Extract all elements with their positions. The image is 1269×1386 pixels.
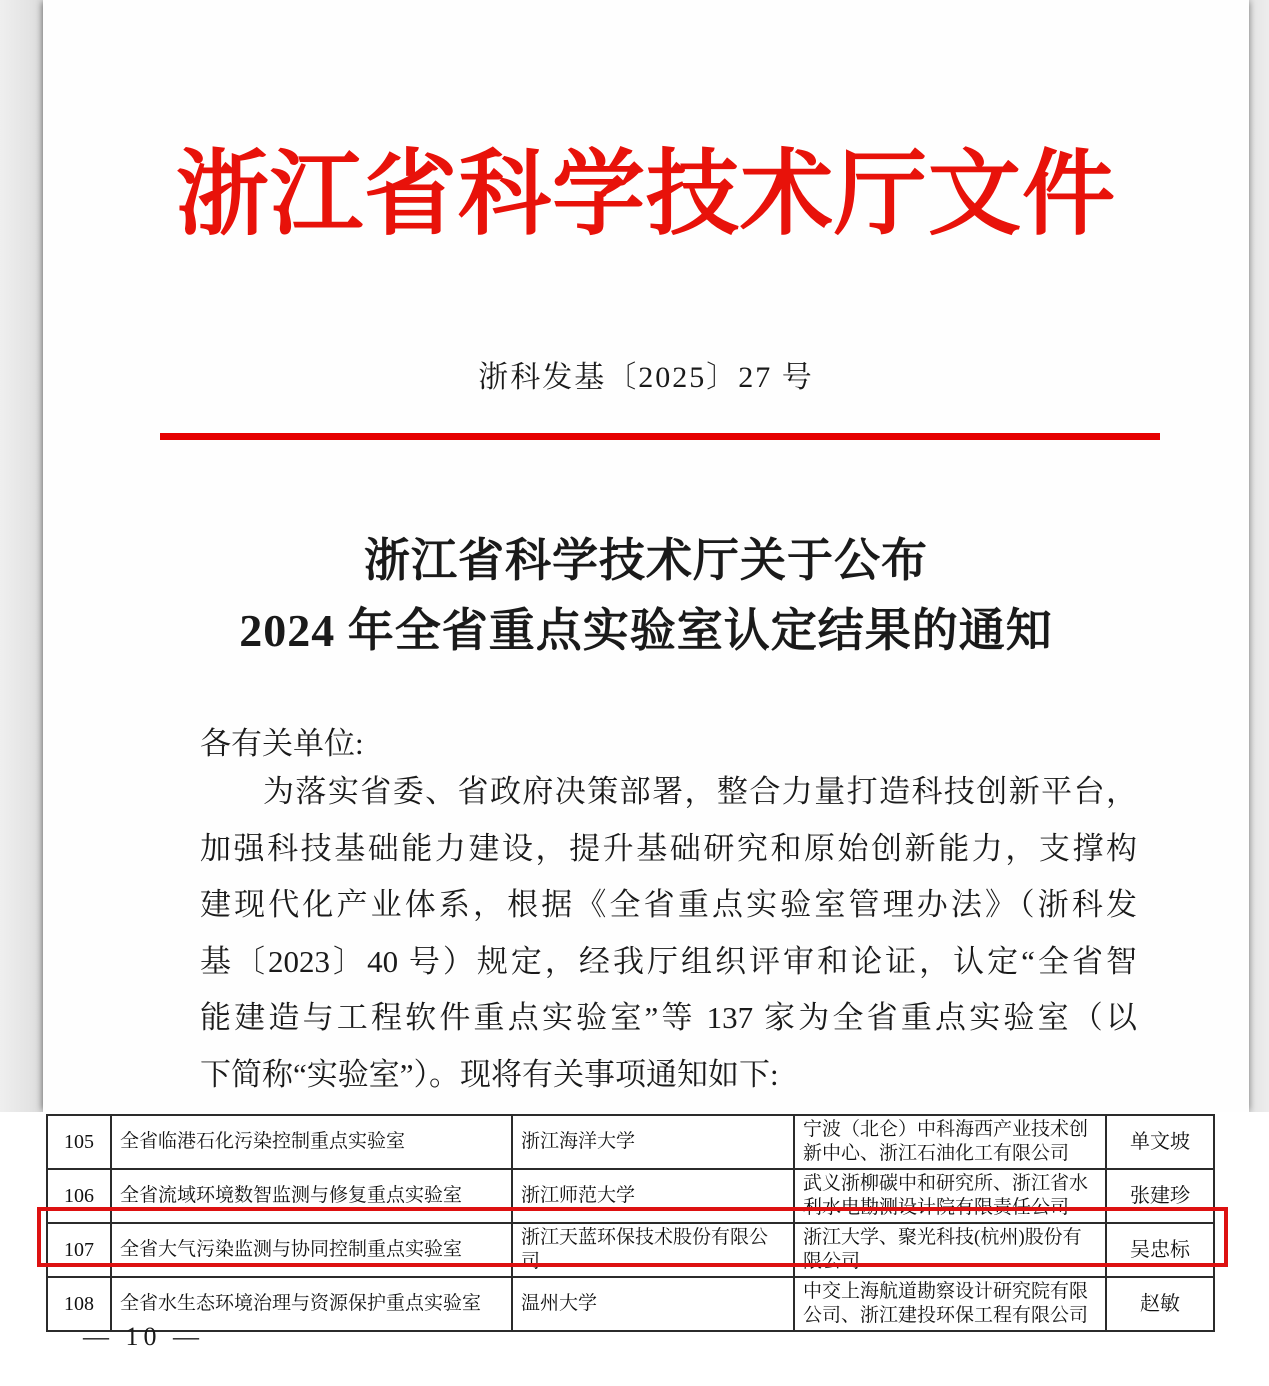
cell-lab: 全省临港石化污染控制重点实验室 xyxy=(111,1115,512,1169)
cell-partners: 武义浙柳碳中和研究所、浙江省水利水电勘测设计院有限责任公司 xyxy=(794,1169,1106,1223)
table-row xyxy=(47,1277,1214,1331)
body-line: 下简称“实验室”）。现将有关事项通知如下: xyxy=(200,1056,779,1092)
table-row xyxy=(47,1169,1214,1223)
results-table xyxy=(46,1114,1215,1332)
cell-director: 单文坡 xyxy=(1106,1115,1214,1169)
cell-lab: 全省水生态环境治理与资源保护重点实验室 xyxy=(111,1277,512,1331)
cell-lab: 全省大气污染监测与协同控制重点实验室 xyxy=(111,1223,512,1277)
body-line: 能建造与工程软件重点实验室”等 137 家为全省重点实验室（以 xyxy=(200,1000,1137,1035)
cell-institution: 浙江天蓝环保技术股份有限公司 xyxy=(512,1223,794,1277)
notice-title-line1: 浙江省科学技术厅关于公布 xyxy=(364,535,928,586)
document-sheet xyxy=(43,0,1249,1112)
body-line: 为落实省委、省政府决策部署，整合力量打造科技创新平台， xyxy=(263,774,1137,809)
document-number: 浙科发基〔2025〕27 号 xyxy=(478,361,814,394)
body-line: 基〔2023〕40 号）规定，经我厅组织评审和论证，认定“全省智 xyxy=(200,943,1137,979)
cell-partners: 宁波（北仑）中科海西产业技术创新中心、浙江石油化工有限公司 xyxy=(794,1115,1106,1169)
table-row xyxy=(47,1223,1214,1277)
letterhead-divider-rule xyxy=(160,433,1160,440)
table-row xyxy=(47,1115,1214,1169)
cell-institution: 浙江师范大学 xyxy=(512,1169,794,1223)
body-line: 加强科技基础能力建设，提升基础研究和原始创新能力，支撑构 xyxy=(200,830,1137,866)
page-number: — 10 — xyxy=(83,1322,204,1351)
cell-director: 吴忠标 xyxy=(1106,1223,1214,1277)
body-line: 建现代化产业体系，根据《全省重点实验室管理办法》（浙科发 xyxy=(200,887,1137,922)
cell-director: 赵敏 xyxy=(1106,1277,1214,1331)
body-paragraph xyxy=(200,764,1137,1103)
cell-institution: 温州大学 xyxy=(512,1277,794,1331)
results-table-section xyxy=(0,1112,1269,1386)
cell-no: 107 xyxy=(47,1223,111,1277)
cell-lab: 全省流域环境数智监测与修复重点实验室 xyxy=(111,1169,512,1223)
cell-director: 张建珍 xyxy=(1106,1169,1214,1223)
cell-institution: 浙江海洋大学 xyxy=(512,1115,794,1169)
letterhead-title: 浙江省科学技术厅文件 xyxy=(176,144,1116,247)
results-table-body xyxy=(47,1115,1214,1331)
notice-title-line2: 2024 年全省重点实验室认定结果的通知 xyxy=(239,605,1053,656)
cell-no: 105 xyxy=(47,1115,111,1169)
cell-partners: 浙江大学、聚光科技(杭州)股份有限公司 xyxy=(794,1223,1106,1277)
cell-no: 106 xyxy=(47,1169,111,1223)
cell-no: 108 xyxy=(47,1277,111,1331)
cell-partners: 中交上海航道勘察设计研究院有限公司、浙江建投环保工程有限公司 xyxy=(794,1277,1106,1331)
salutation: 各有关单位: xyxy=(200,726,364,761)
